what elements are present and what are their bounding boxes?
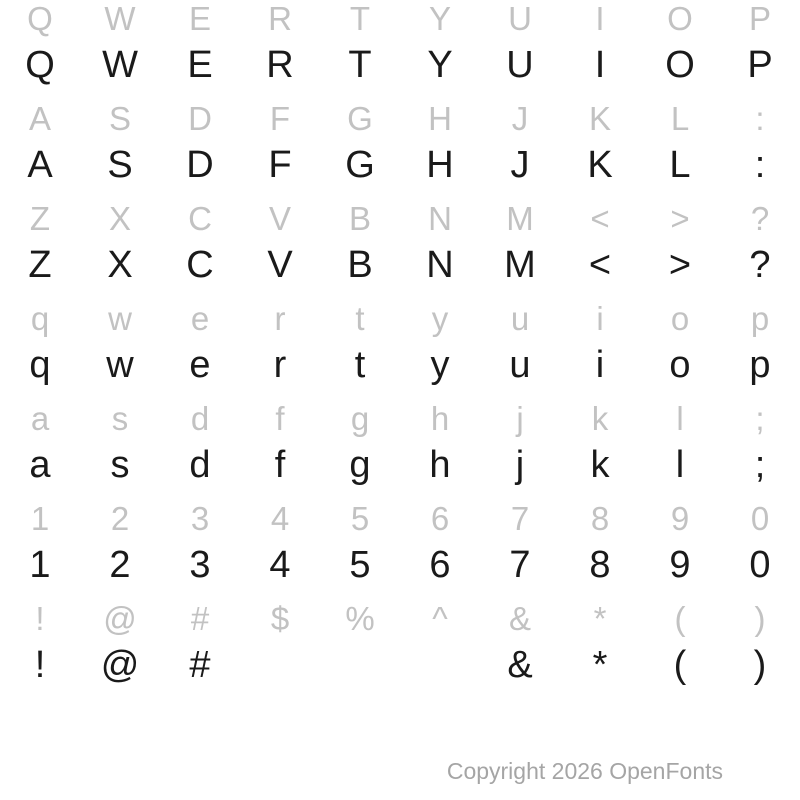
glyph-cell: u — [510, 299, 530, 337]
glyph-cell: ! — [34, 644, 46, 686]
glyph-cell: P — [747, 44, 773, 86]
glyph-cell: i — [596, 299, 604, 337]
glyph-cell: 6 — [429, 544, 451, 586]
glyph-cell: 7 — [509, 544, 531, 586]
glyph-row-black-7 — [0, 336, 800, 394]
glyph-row-gray-2 — [0, 100, 800, 136]
glyph-cell: 0 — [749, 544, 771, 586]
glyph-cell: d — [189, 444, 211, 486]
glyph-cell: V — [267, 244, 293, 286]
glyph-cell: * — [593, 599, 607, 637]
glyph-cell: Y — [428, 0, 451, 37]
glyph-cell — [400, 636, 480, 694]
glyph-cell: N — [428, 199, 452, 237]
glyph-cell: & — [508, 599, 531, 637]
glyph-cell: p — [750, 299, 770, 337]
glyph-cell: 9 — [669, 544, 691, 586]
glyph-cell: y — [431, 299, 449, 337]
glyph-cell: W — [104, 0, 136, 37]
glyph-cell: j — [515, 444, 525, 486]
glyph-cell: O — [667, 0, 693, 37]
glyph-cell: Z — [28, 244, 52, 286]
glyph-row-gray-4 — [0, 200, 800, 236]
glyph-cell: U — [506, 44, 534, 86]
glyph-cell: e — [189, 344, 211, 386]
glyph-cell: k — [591, 399, 609, 437]
glyph-cell: M — [504, 244, 536, 286]
glyph-cell: 0 — [750, 499, 770, 537]
glyph-cell: > — [668, 244, 692, 286]
glyph-row-black-9 — [0, 436, 800, 494]
glyph-row-gray-6 — [0, 300, 800, 336]
glyph-row-black-5 — [0, 236, 800, 294]
glyph-cell: S — [108, 99, 131, 137]
glyph-cell: y — [430, 344, 450, 386]
glyph-cell: ( — [674, 599, 686, 637]
glyph-cell: ; — [754, 444, 766, 486]
copyright-text: Copyright 2026 OpenFonts — [446, 758, 723, 784]
glyph-cell: o — [670, 299, 690, 337]
glyph-cell: @ — [103, 599, 137, 637]
glyph-cell: 5 — [350, 499, 370, 537]
glyph-cell: B — [347, 244, 373, 286]
glyph-cell: 7 — [510, 499, 530, 537]
glyph-row-gray-8 — [0, 400, 800, 436]
glyph-cell: ; — [755, 399, 765, 437]
glyph-cell: O — [665, 44, 695, 86]
glyph-cell: s — [111, 399, 129, 437]
glyph-cell: T — [348, 44, 372, 86]
glyph-cell: 8 — [590, 499, 610, 537]
glyph-row-black-11 — [0, 536, 800, 594]
glyph-cell: J — [511, 99, 529, 137]
glyph-cell: < — [588, 244, 612, 286]
glyph-cell: M — [506, 199, 534, 237]
glyph-cell: 5 — [349, 544, 371, 586]
glyph-cell: o — [669, 344, 691, 386]
glyph-cell: 1 — [29, 544, 51, 586]
glyph-cell: ( — [673, 644, 687, 686]
glyph-cell: d — [190, 399, 210, 437]
glyph-cell: l — [676, 399, 684, 437]
glyph-cell: i — [595, 344, 605, 386]
glyph-cell — [320, 636, 400, 694]
glyph-cell: 3 — [189, 544, 211, 586]
glyph-cell: H — [428, 99, 452, 137]
glyph-cell: w — [108, 299, 132, 337]
glyph-cell: Y — [427, 44, 453, 86]
glyph-cell: 4 — [270, 499, 290, 537]
glyph-cell: G — [345, 144, 375, 186]
glyph-cell: k — [590, 444, 610, 486]
glyph-cell: ) — [753, 644, 767, 686]
glyph-cell: R — [266, 44, 294, 86]
glyph-cell: 2 — [110, 499, 130, 537]
glyph-cell: ^ — [432, 599, 448, 637]
glyph-cell: r — [274, 299, 286, 337]
glyph-cell: L — [670, 99, 690, 137]
glyph-cell: G — [347, 99, 373, 137]
glyph-cell: e — [190, 299, 210, 337]
glyph-cell: L — [669, 144, 691, 186]
glyph-cell: > — [670, 199, 690, 237]
glyph-cell: ) — [754, 599, 766, 637]
glyph-cell: j — [516, 399, 524, 437]
glyph-cell: f — [274, 444, 286, 486]
glyph-cell: Z — [29, 199, 51, 237]
glyph-row-gray-10 — [0, 500, 800, 536]
glyph-cell: 9 — [670, 499, 690, 537]
glyph-cell: U — [508, 0, 532, 37]
glyph-cell: K — [587, 144, 613, 186]
glyph-cell: t — [355, 299, 365, 337]
glyph-cell: B — [348, 199, 371, 237]
glyph-cell: T — [349, 0, 371, 37]
glyph-cell: S — [107, 144, 133, 186]
glyph-cell: C — [188, 199, 212, 237]
glyph-cell: 2 — [109, 544, 131, 586]
glyph-row-black-3 — [0, 136, 800, 194]
glyph-cell: V — [268, 199, 291, 237]
glyph-cell: g — [350, 399, 370, 437]
glyph-cell: I — [595, 0, 605, 37]
glyph-cell: : — [755, 99, 765, 137]
glyph-cell: h — [430, 399, 450, 437]
glyph-cell: P — [748, 0, 771, 37]
glyph-cell: & — [507, 644, 533, 686]
glyph-cell: 8 — [589, 544, 611, 586]
glyph-row-gray-12 — [0, 600, 800, 636]
glyph-cell: # — [190, 599, 210, 637]
glyph-cell: a — [30, 399, 50, 437]
glyph-cell: w — [106, 344, 134, 386]
glyph-cell: D — [188, 99, 212, 137]
glyph-cell: a — [29, 444, 51, 486]
glyph-cell: ? — [749, 244, 771, 286]
glyph-cell: t — [354, 344, 366, 386]
glyph-cell: < — [590, 199, 610, 237]
glyph-cell: E — [188, 0, 211, 37]
glyph-cell: f — [275, 399, 285, 437]
glyph-cell: A — [27, 144, 53, 186]
glyph-cell: Q — [25, 44, 55, 86]
glyph-cell: l — [675, 444, 685, 486]
glyph-cell: ? — [750, 199, 770, 237]
glyph-cell: p — [749, 344, 771, 386]
glyph-cell: 1 — [30, 499, 50, 537]
glyph-cell: F — [268, 144, 292, 186]
glyph-cell: % — [345, 599, 375, 637]
glyph-cell: 3 — [190, 499, 210, 537]
glyph-cell: g — [349, 444, 371, 486]
glyph-cell: D — [186, 144, 214, 186]
glyph-cell: X — [107, 244, 133, 286]
glyph-cell: q — [30, 299, 50, 337]
glyph-cell: K — [588, 99, 611, 137]
glyph-cell: A — [28, 99, 51, 137]
glyph-cell: ! — [35, 599, 45, 637]
glyph-cell: W — [102, 44, 138, 86]
glyph-cell: H — [426, 144, 454, 186]
glyph-cell: E — [187, 44, 213, 86]
glyph-cell: $ — [270, 599, 290, 637]
glyph-row-black-1 — [0, 36, 800, 94]
glyph-cell: u — [509, 344, 531, 386]
glyph-cell: 6 — [430, 499, 450, 537]
glyph-cell: I — [594, 44, 606, 86]
glyph-row-black-13 — [0, 636, 800, 694]
glyph-cell: @ — [100, 644, 140, 686]
glyph-cell — [240, 636, 320, 694]
glyph-cell: F — [269, 99, 291, 137]
glyph-cell: 4 — [269, 544, 291, 586]
glyph-row-gray-0 — [0, 0, 800, 36]
glyph-cell: Q — [27, 0, 53, 37]
glyph-cell: : — [754, 144, 766, 186]
glyph-cell: X — [108, 199, 131, 237]
glyph-cell: h — [429, 444, 451, 486]
glyph-cell: N — [426, 244, 454, 286]
glyph-cell: r — [273, 344, 287, 386]
glyph-cell: s — [110, 444, 130, 486]
glyph-cell: # — [189, 644, 211, 686]
glyph-cell: C — [186, 244, 214, 286]
glyph-cell: * — [592, 644, 608, 686]
glyph-cell: R — [268, 0, 292, 37]
glyph-cell: q — [29, 344, 51, 386]
glyph-cell: J — [510, 144, 530, 186]
